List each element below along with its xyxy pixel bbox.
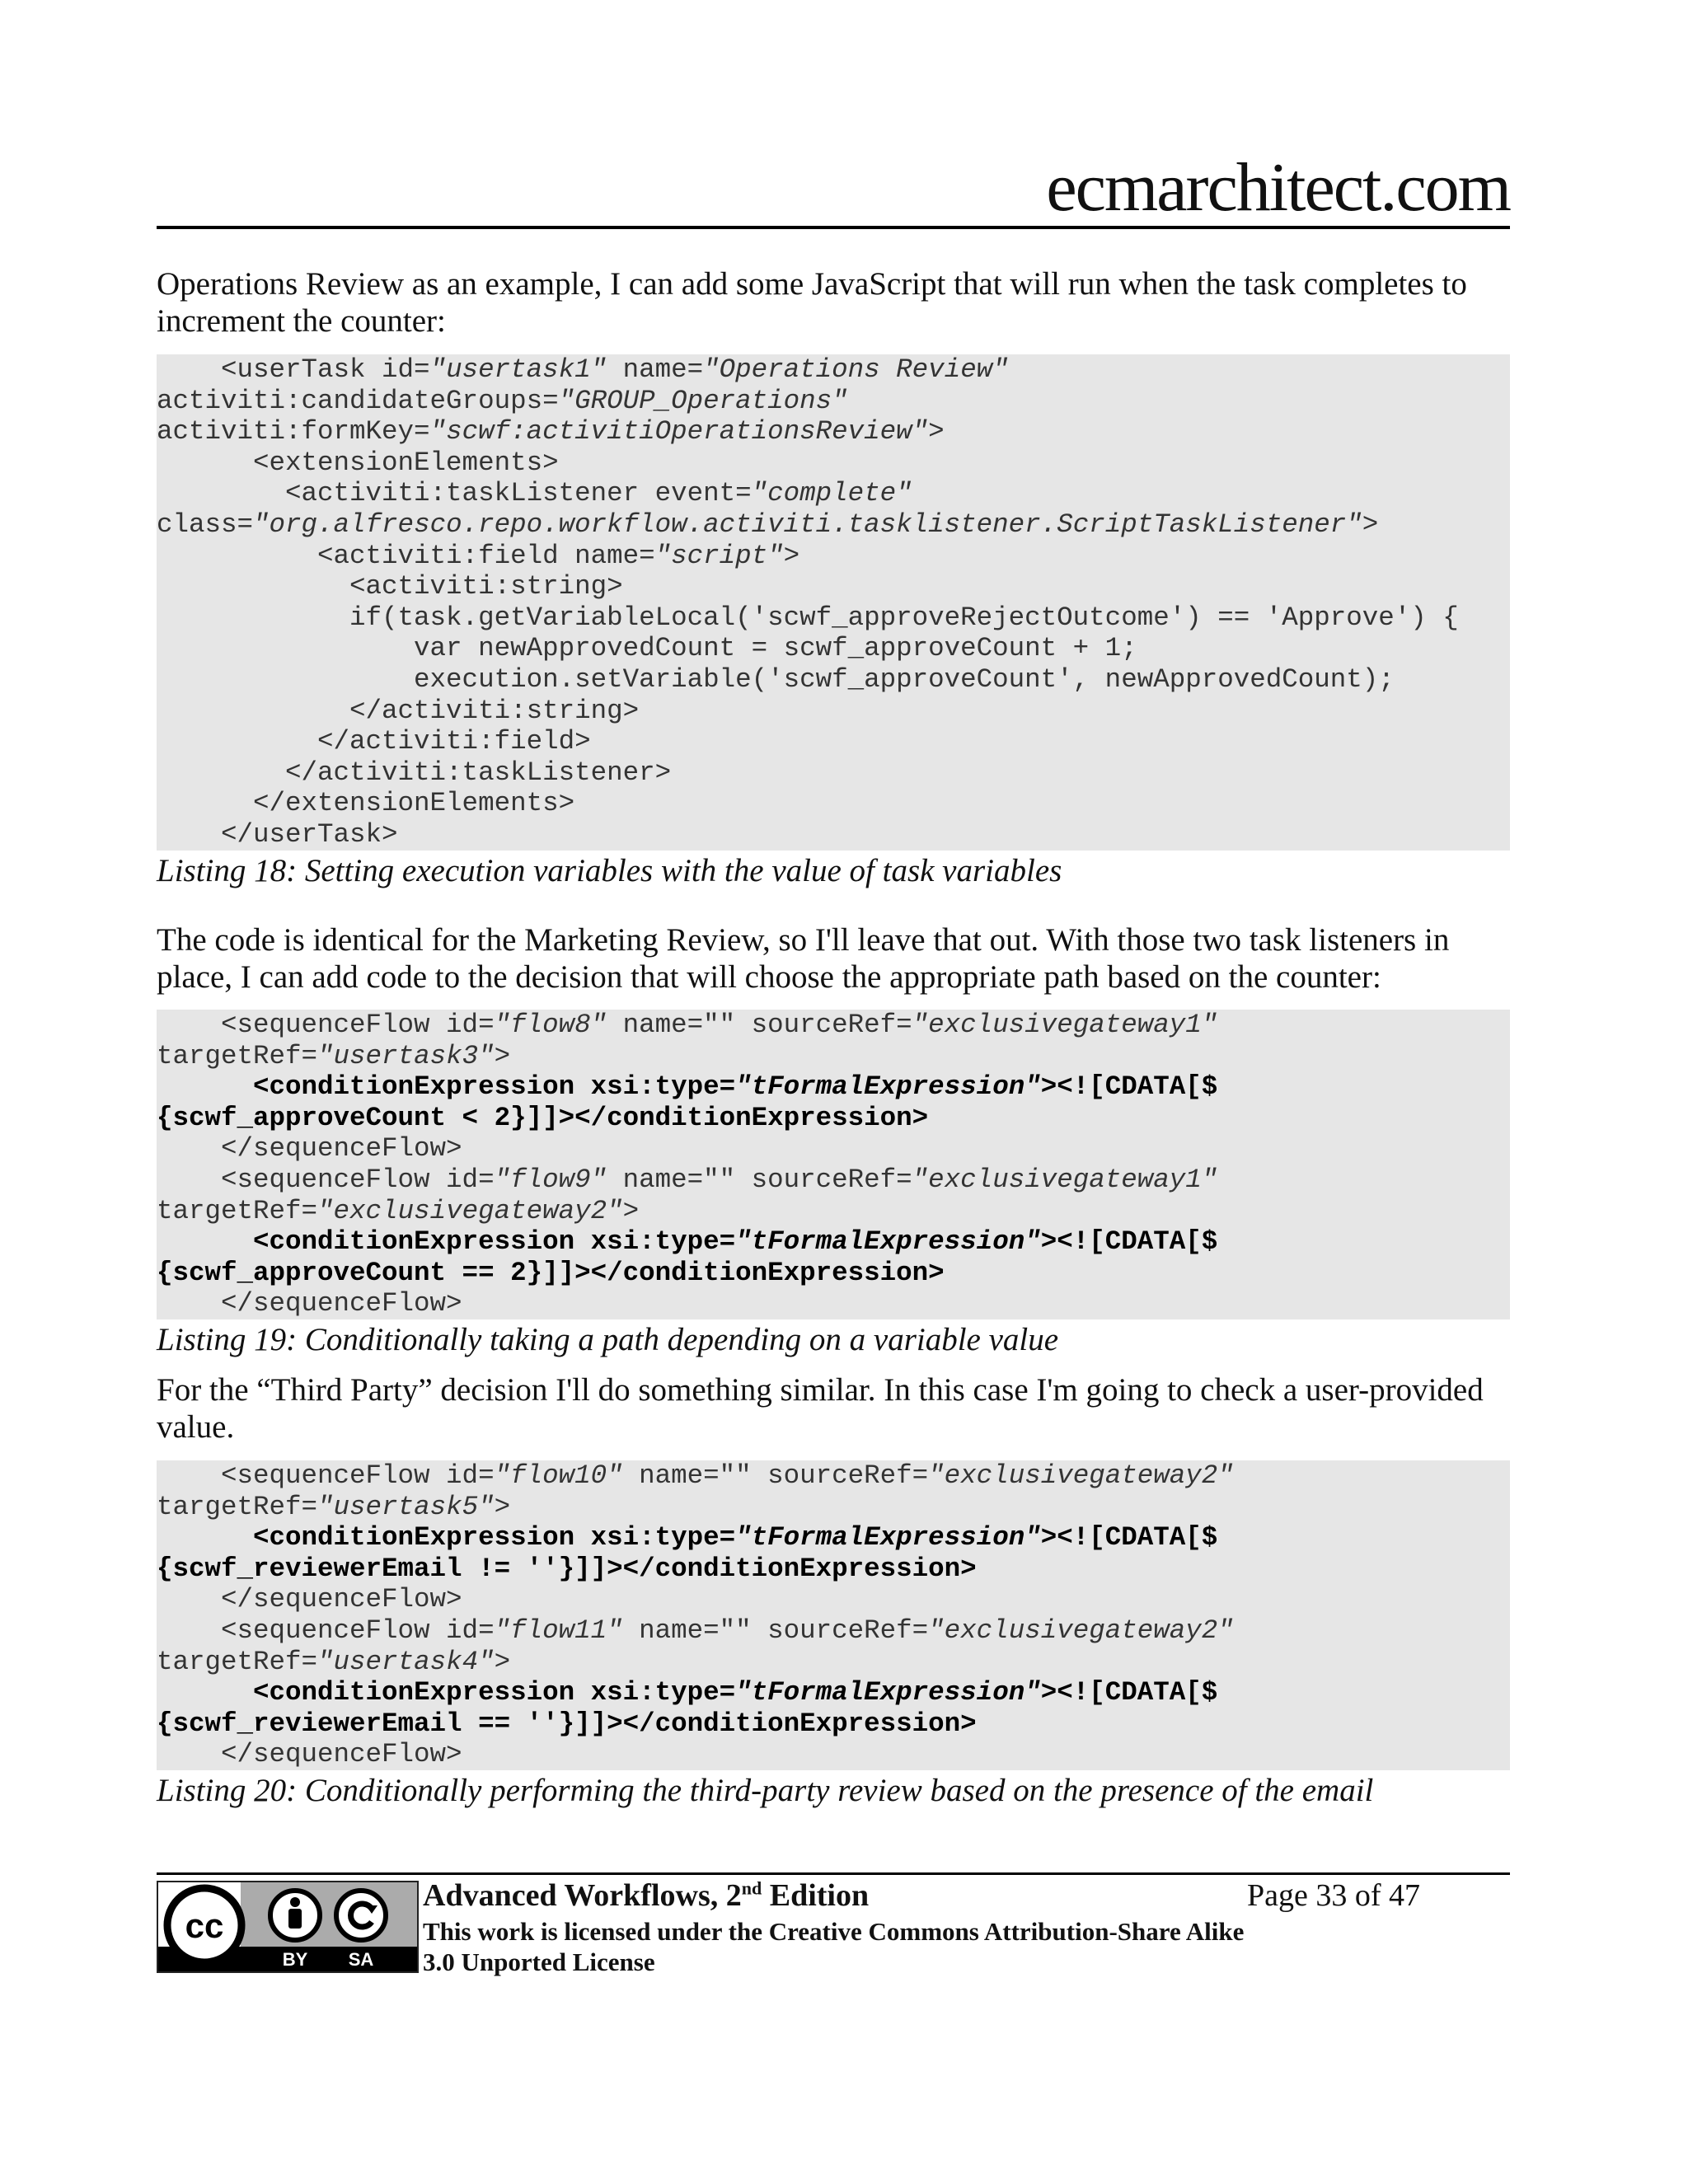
code-token: "exclusivegateway2"	[928, 1615, 1234, 1646]
code-line	[157, 1258, 1510, 1289]
code-line	[157, 819, 1510, 851]
code-line	[157, 1647, 1510, 1678]
code-token: "usertask1"	[429, 354, 607, 385]
code-token: "script"	[654, 540, 784, 571]
code-token: name="" sourceRef=	[622, 1460, 929, 1491]
code-line	[157, 1041, 1510, 1072]
intro-paragraph: Operations Review as an example, I can add some JavaScript that will run when the task completes to increment the counter:	[157, 266, 1467, 339]
code-line	[157, 696, 1510, 727]
code-line	[157, 478, 1510, 509]
code-token: </sequenceFlow>	[157, 1288, 462, 1319]
code-line	[157, 1708, 1510, 1740]
code-line	[157, 1226, 1510, 1258]
code-line	[157, 1460, 1510, 1492]
code-token: {scwf_approveCount == 2}]]></conditionExpression>	[157, 1257, 945, 1288]
code-token: name="" sourceRef=	[607, 1164, 912, 1195]
code-line	[157, 448, 1510, 479]
code-token: <activiti:field name=	[157, 540, 655, 571]
code-line	[157, 509, 1510, 541]
code-token: "flow10"	[494, 1460, 623, 1491]
code-token: targetRef=	[157, 1646, 318, 1677]
code-token: <conditionExpression xsi:type=	[253, 1226, 736, 1258]
listing-18-caption: Listing 18: Setting execution variables with the value of task variables	[157, 853, 1062, 888]
code-token: targetRef=	[157, 1040, 318, 1071]
cc-icon	[167, 1888, 241, 1962]
code-line	[157, 416, 1510, 448]
code-token: <conditionExpression xsi:type=	[253, 1522, 736, 1554]
code-token: >	[494, 1646, 511, 1677]
paragraph-marketing-review: The code is identical for the Marketing Review, so I'll leave that out. With those two task listeners in place, I can add code to the decision that will choose the appropriate path based on the counter:	[157, 922, 1450, 995]
code-token	[157, 1226, 253, 1257]
code-token: execution.setVariable('scwf_approveCount', newApprovedCount);	[157, 663, 1395, 695]
code-token: "exclusivegateway1"	[912, 1164, 1218, 1195]
code-token: "flow8"	[494, 1010, 607, 1040]
code-token: "GROUP_Operations"	[558, 385, 848, 416]
by-label: BY	[282, 1949, 308, 1970]
code-token: var newApprovedCount = scwf_approveCount + 1;	[157, 633, 1137, 664]
by-icon	[270, 1891, 320, 1940]
code-token: <activiti:string>	[157, 571, 623, 602]
code-line	[157, 1133, 1510, 1165]
code-token: ><![CDATA[$	[1040, 1226, 1218, 1258]
code-token: >	[928, 416, 945, 448]
code-line	[157, 1584, 1510, 1615]
code-token: <sequenceFlow id=	[157, 1164, 495, 1195]
code-token: <userTask id=	[157, 354, 430, 385]
code-token: </activiti:field>	[157, 726, 591, 757]
sa-icon	[336, 1891, 386, 1940]
site-title: ecmarchitect.com	[1046, 149, 1510, 226]
code-line	[157, 1103, 1510, 1134]
code-line	[157, 1196, 1510, 1227]
code-token: class=	[157, 509, 254, 540]
code-line	[157, 1010, 1510, 1041]
listing-20-caption: Listing 20: Conditionally performing the third-party review based on the presence of the email	[157, 1773, 1374, 1808]
book-title-main: Advanced Workflows, 2	[423, 1878, 742, 1913]
code-token: >	[783, 540, 800, 571]
code-token: </sequenceFlow>	[157, 1739, 462, 1770]
code-token: </userTask>	[157, 818, 398, 850]
code-token	[157, 1677, 253, 1708]
paragraph-third-party: For the “Third Party” decision I'll do something similar. In this case I'm going to check a user-provided value.	[157, 1372, 1484, 1445]
code-line	[157, 354, 1510, 386]
code-token: "tFormalExpression"	[735, 1522, 1041, 1554]
code-token: <extensionElements>	[157, 447, 559, 478]
code-line	[157, 1739, 1510, 1770]
code-token: </activiti:string>	[157, 695, 640, 726]
page-number: Page 33 of 47	[1247, 1878, 1421, 1913]
code-token	[157, 1522, 253, 1553]
code-line	[157, 602, 1510, 634]
code-token: "exclusivegateway1"	[912, 1010, 1218, 1040]
code-token: name=	[607, 354, 704, 385]
page-header	[157, 148, 1510, 229]
code-token: "usertask4"	[317, 1646, 495, 1677]
code-line	[157, 1288, 1510, 1319]
code-line	[157, 1554, 1510, 1585]
code-token: {scwf_approveCount < 2}]]></conditionExpression>	[157, 1102, 929, 1133]
code-token: >	[494, 1040, 511, 1071]
code-token: if(task.getVariableLocal('scwf_approveRejectOutcome') == 'Approve') {	[157, 602, 1459, 633]
code-token: name="" sourceRef=	[607, 1010, 912, 1040]
code-token: "tFormalExpression"	[735, 1226, 1041, 1258]
code-token: activiti:formKey=	[157, 416, 430, 448]
code-token: "tFormalExpression"	[735, 1677, 1041, 1708]
code-listing-19	[157, 1010, 1510, 1319]
code-token	[157, 1071, 253, 1102]
code-token: "exclusivegateway2"	[317, 1195, 623, 1226]
license-text: This work is licensed under the Creative Commons Attribution-Share Alike 3.0 Unported License	[423, 1917, 1245, 1976]
code-line	[157, 726, 1510, 757]
book-title-ordinal: nd	[741, 1877, 762, 1899]
footer-book-title	[423, 1877, 869, 1914]
code-token: <conditionExpression xsi:type=	[253, 1071, 736, 1103]
code-token: <conditionExpression xsi:type=	[253, 1677, 736, 1708]
code-line	[157, 1677, 1510, 1708]
code-token: targetRef=	[157, 1491, 318, 1522]
code-line	[157, 633, 1510, 664]
code-token: targetRef=	[157, 1195, 318, 1226]
code-token: "Operations Review"	[703, 354, 1009, 385]
code-token: "flow11"	[494, 1615, 623, 1646]
code-token: "scwf:activitiOperationsReview"	[429, 416, 929, 448]
code-line	[157, 757, 1510, 789]
code-token: "usertask3"	[317, 1040, 495, 1071]
code-token: ><![CDATA[$	[1040, 1071, 1218, 1103]
code-line	[157, 788, 1510, 819]
code-token: "exclusivegateway2"	[928, 1460, 1234, 1491]
footer-rule	[157, 1872, 1510, 1875]
code-line	[157, 664, 1510, 696]
listing-19-caption: Listing 19: Conditionally taking a path depending on a variable value	[157, 1322, 1059, 1357]
code-token: >	[1362, 509, 1379, 540]
code-token: </extensionElements>	[157, 788, 575, 819]
code-token: "flow9"	[494, 1164, 607, 1195]
code-token: <sequenceFlow id=	[157, 1010, 495, 1040]
cc-text: cc	[185, 1906, 224, 1945]
code-line	[157, 1615, 1510, 1647]
code-line	[157, 386, 1510, 417]
code-token: ><![CDATA[$	[1040, 1522, 1218, 1554]
code-token: "complete"	[751, 478, 912, 509]
code-token: <activiti:taskListener event=	[157, 478, 752, 509]
book-title-edition: Edition	[762, 1878, 870, 1913]
code-token: "usertask5"	[317, 1491, 495, 1522]
code-token: </activiti:taskListener>	[157, 757, 672, 788]
code-token: <sequenceFlow id=	[157, 1460, 495, 1491]
code-token: <sequenceFlow id=	[157, 1615, 495, 1646]
code-listing-18	[157, 354, 1510, 851]
code-line	[157, 541, 1510, 572]
code-line	[157, 571, 1510, 602]
code-token: "tFormalExpression"	[735, 1071, 1041, 1103]
code-listing-20	[157, 1460, 1510, 1770]
code-line	[157, 1492, 1510, 1523]
code-token: </sequenceFlow>	[157, 1584, 462, 1615]
code-token: >	[494, 1491, 511, 1522]
sa-label: SA	[348, 1949, 374, 1970]
cc-by-sa-badge	[157, 1881, 419, 1973]
code-token: name="" sourceRef=	[622, 1615, 929, 1646]
code-token: {scwf_reviewerEmail == ''}]]></conditionExpression>	[157, 1708, 977, 1739]
code-token: </sequenceFlow>	[157, 1133, 462, 1165]
code-token: activiti:candidateGroups=	[157, 385, 559, 416]
code-token: >	[622, 1195, 640, 1226]
code-token: "org.alfresco.repo.workflow.activiti.tasklistener.ScriptTaskListener"	[253, 509, 1362, 540]
code-token: {scwf_reviewerEmail != ''}]]></conditionExpression>	[157, 1553, 977, 1584]
code-line	[157, 1071, 1510, 1103]
code-line	[157, 1522, 1510, 1554]
code-line	[157, 1165, 1510, 1196]
code-token: ><![CDATA[$	[1040, 1677, 1218, 1708]
